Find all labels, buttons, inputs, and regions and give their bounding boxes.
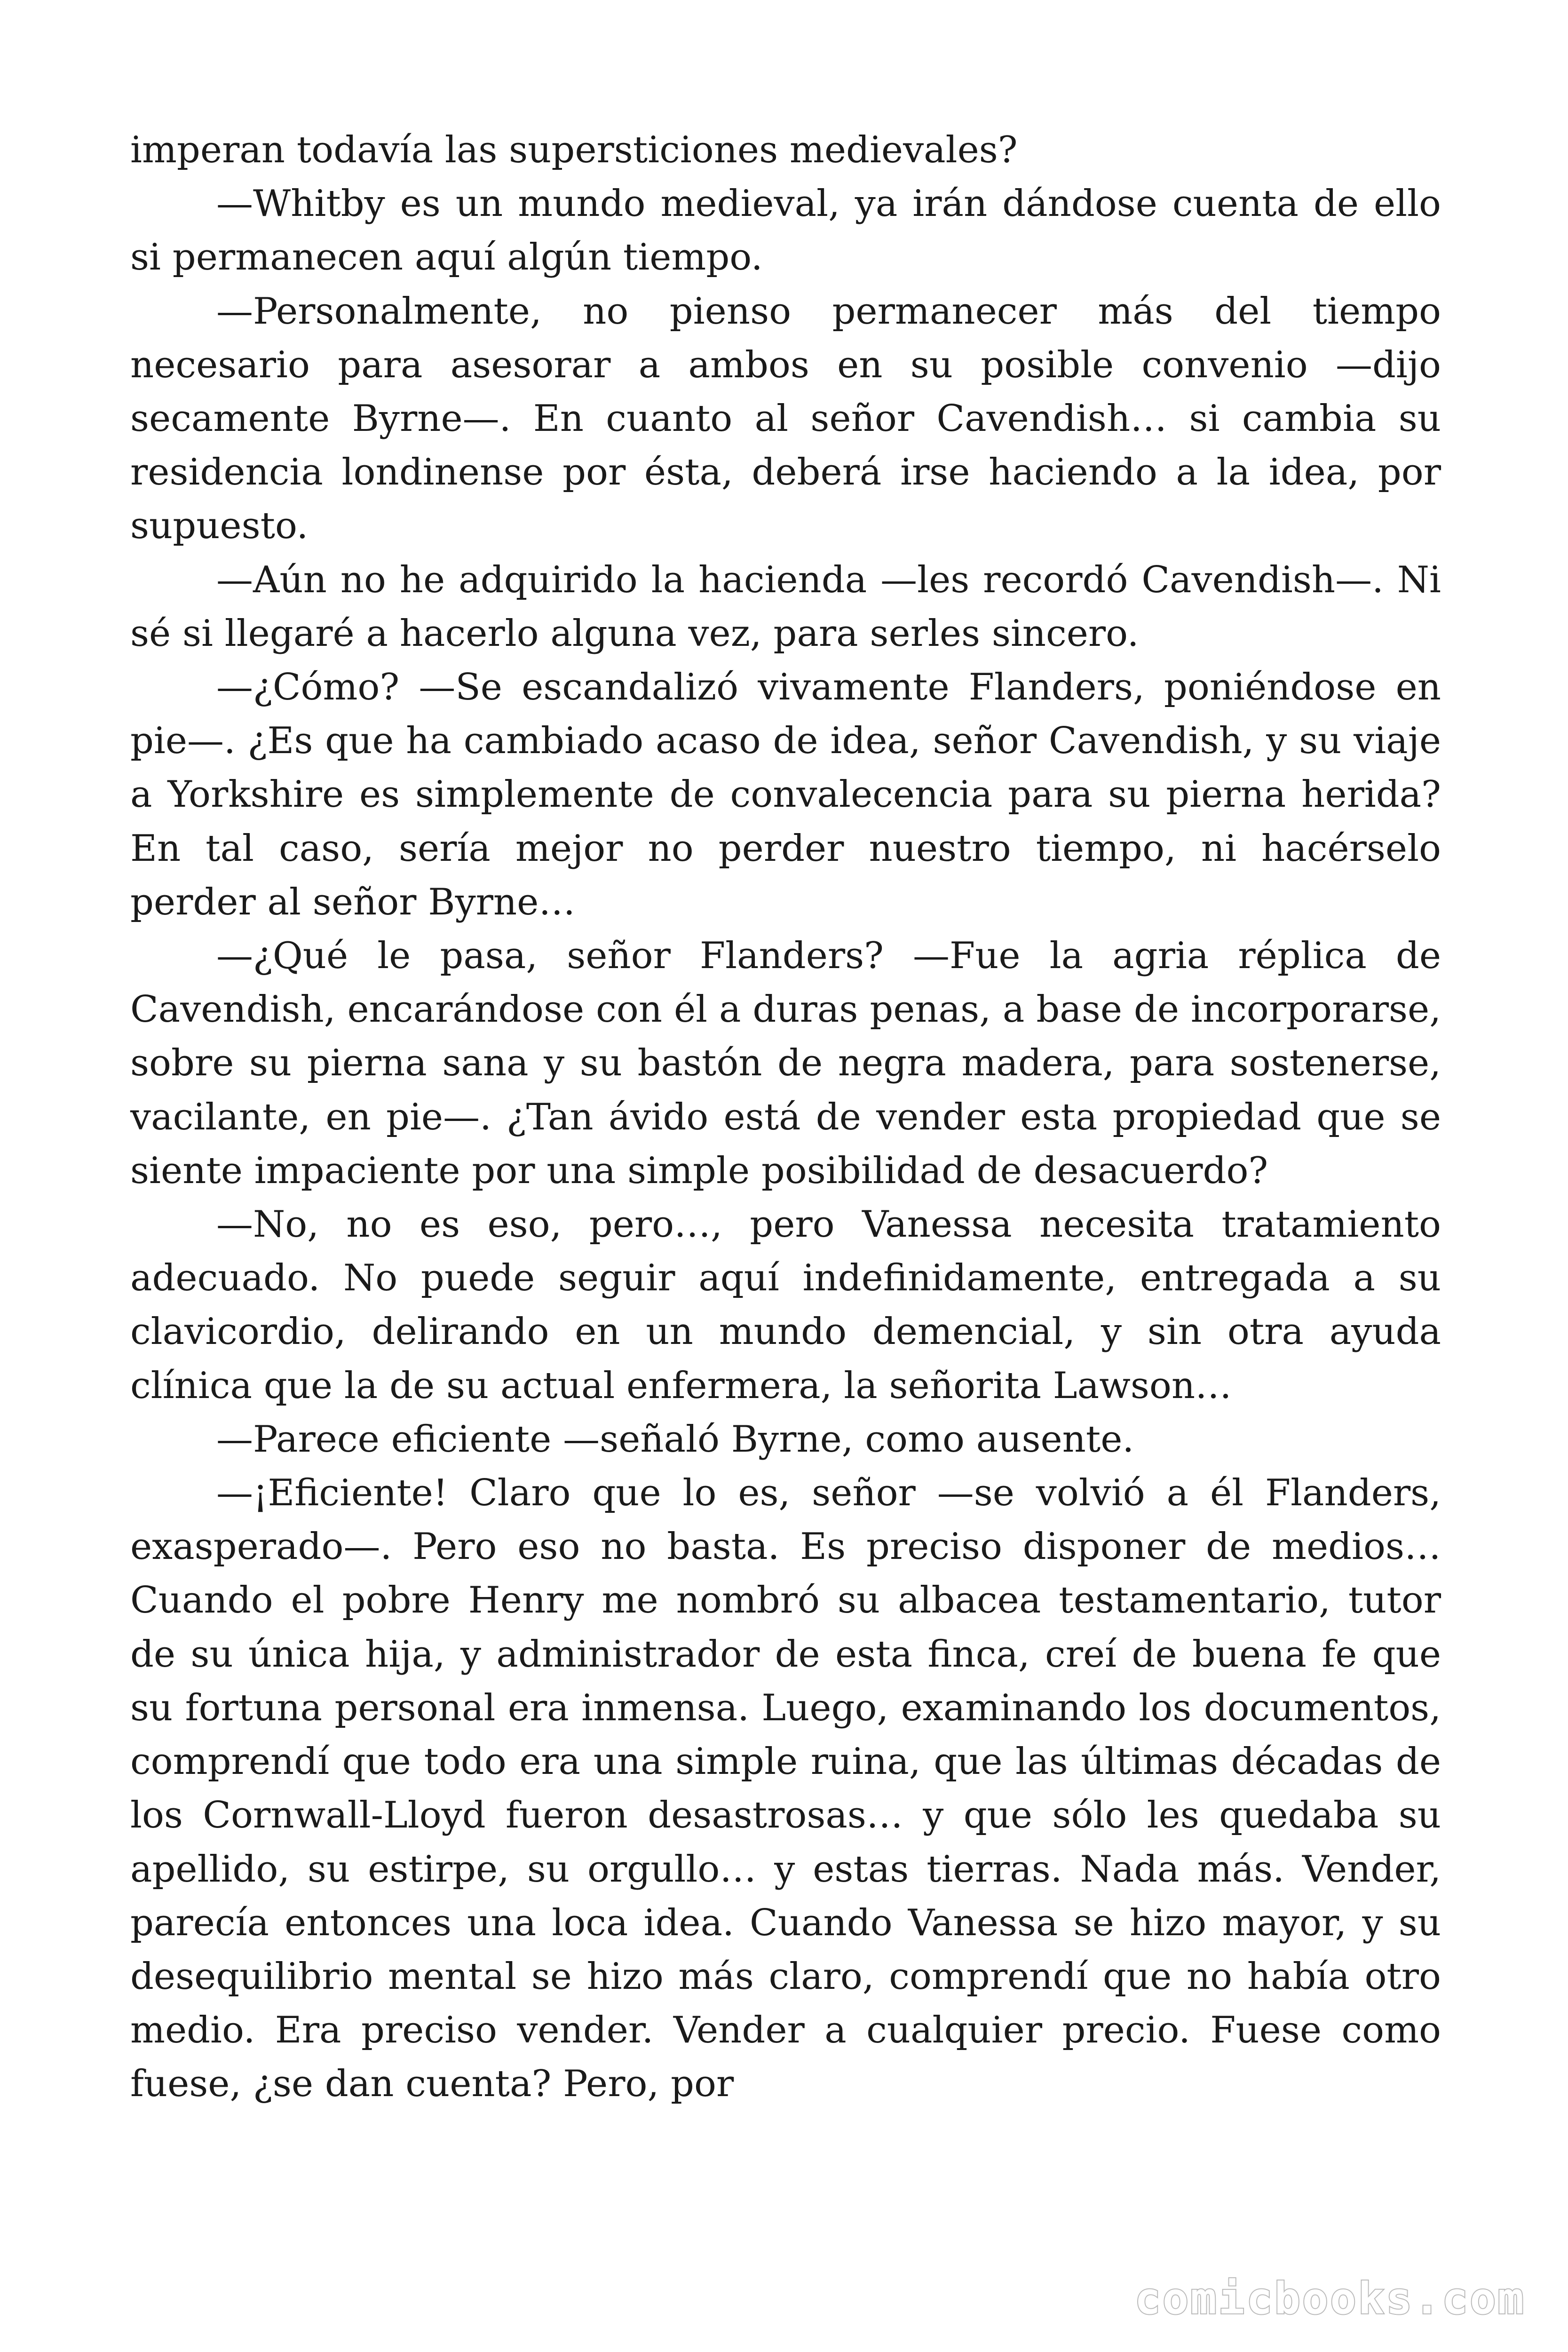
paragraph-9: —¡Eficiente! Claro que lo es, señor —se volvió a él Flanders, exasperado—. Pero eso no basta. Es preciso disponer de medios… Cuando el pobre Henry me nombró su albacea testamentario, tutor de su única hija, y administrador de esta finca, creí de buena fe que su fortuna personal era inmensa. Luego, examinando los documentos, comprendí que todo era una simple ruina, que las últimas décadas de los Cornwall-Lloyd fueron desastrosas… y que sólo les quedaba su apellido, su estirpe, su orgullo… y estas tierras. Nada más. Vender, parecía entonces una loca idea. Cuando Vanessa se hizo mayor, y su desequilibrio mental se hizo más claro, comprendí que no había otro medio. Era preciso vender. Vender a cualquier precio. Fuese como fuese, ¿se dan cuenta? Pero, por	[130, 1472, 1441, 2106]
paragraph-5: —¿Cómo? —Se escandalizó vivamente Flanders, poniéndose en pie—. ¿Es que ha cambiado acaso de idea, señor Cavendish, y su viaje a Yorkshire es simplemente de convalecencia para su pierna herida? En tal caso, sería mejor no perder nuestro tiempo, ni hacérselo perder al señor Byrne…	[130, 666, 1441, 923]
paragraph-2: —Whitby es un mundo medieval, ya irán dándose cuenta de ello si permanecen aquí algún tiempo.	[130, 183, 1441, 279]
page-text-block	[130, 123, 1441, 2111]
paragraph-7: —No, no es eso, pero…, pero Vanessa necesita tratamiento adecuado. No puede seguir aquí indefinidamente, entregada a su clavicordio, delirando en un mundo demencial, y sin otra ayuda clínica que la de su actual enfermera, la señorita Lawson…	[130, 1203, 1441, 1407]
paragraph-8: —Parece eficiente —señaló Byrne, como ausente.	[216, 1418, 1134, 1461]
watermark: comicbooks.com	[1134, 2273, 1526, 2324]
paragraph-4: —Aún no he adquirido la hacienda —les recordó Cavendish—. Ni sé si llegaré a hacerlo alguna vez, para serles sincero.	[130, 558, 1441, 655]
paragraph-1: imperan todavía las supersticiones medievales?	[130, 129, 1018, 171]
paragraph-6: —¿Qué le pasa, señor Flanders? —Fue la agria réplica de Cavendish, encarándose con él a duras penas, a base de incorporarse, sobre su pierna sana y su bastón de negra madera, para sostenerse, vacilante, en pie—. ¿Tan ávido está de vender esta propiedad que se siente impaciente por una simple posibilidad de desacuerdo?	[130, 935, 1441, 1192]
paragraph-3: —Personalmente, no pienso permanecer más del tiempo necesario para asesorar a ambos en su posible convenio —dijo secamente Byrne—. En cuanto al señor Cavendish… si cambia su residencia londinense por ésta, deberá irse haciendo a la idea, por supuesto.	[130, 290, 1441, 548]
